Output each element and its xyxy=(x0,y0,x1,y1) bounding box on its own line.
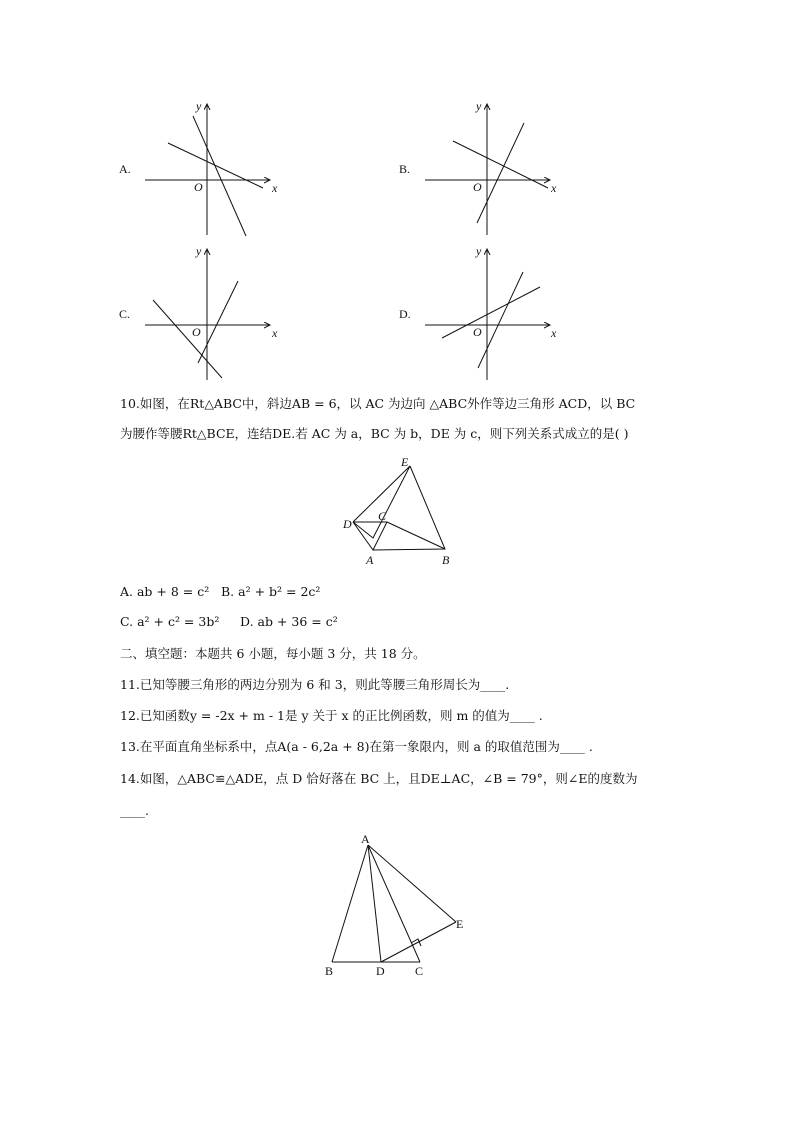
q10-label-d: D xyxy=(343,517,352,531)
graph-line-1 xyxy=(453,141,548,188)
option-c-y-label: y xyxy=(196,244,202,258)
q10-option-c: C. a² + c² = 3b² xyxy=(120,614,220,629)
q13-text: 13.在平面直角坐标系中，点A(a - 6,2a + 8)在第一象限内，则 a 的取值范围为____ . xyxy=(120,739,593,754)
option-c-graph xyxy=(140,243,285,383)
graph-line-1 xyxy=(442,287,540,338)
q10-option-b: B. a² + b² = 2c² xyxy=(221,584,321,599)
q14-text-line-1: 14.如图，△ABC≌△ADE，点 D 恰好落在 BC 上，且DE⊥AC，∠B = 79°，则∠E的度数为 xyxy=(120,771,638,786)
graph-line-2 xyxy=(198,281,238,363)
q10-option-d: D. ab + 36 = c² xyxy=(240,614,338,629)
graph-line-2 xyxy=(478,272,523,368)
option-c-origin-label: O xyxy=(192,325,201,339)
q14-label-d: D xyxy=(376,964,385,978)
option-b-x-label: x xyxy=(551,181,557,195)
q10-label-c: C xyxy=(378,509,387,523)
q10-option-a: A. ab + 8 = c² xyxy=(120,584,210,599)
option-a-origin-label: O xyxy=(194,180,203,194)
option-a-y-label: y xyxy=(196,99,202,113)
q14-label-b: B xyxy=(325,964,334,978)
q12-text: 12.已知函数y = -2x + m - 1是 y 关于 x 的正比例函数，则 m 的值为____ . xyxy=(120,708,543,723)
option-b-letter: B. xyxy=(399,162,411,176)
option-d-letter: D. xyxy=(399,307,411,321)
option-a-letter: A. xyxy=(119,162,131,176)
q10-label-b: B xyxy=(442,553,450,567)
section-2-heading: 二、填空题：本题共 6 小题，每小题 3 分，共 18 分。 xyxy=(120,646,426,661)
q14-label-a: A xyxy=(361,832,370,846)
graph-line-1 xyxy=(168,143,263,188)
option-b-y-label: y xyxy=(476,99,482,113)
graph-line-1 xyxy=(153,300,222,378)
q14-label-c: C xyxy=(415,964,424,978)
q14-figure xyxy=(320,832,480,982)
option-d-x-label: x xyxy=(551,326,557,340)
option-c-letter: C. xyxy=(119,307,131,321)
option-d-origin-label: O xyxy=(473,325,482,339)
q10-text-line-2: 为腰作等腰Rt△BCE，连结DE.若 AC 为 a，BC 为 b，DE 为 c，则下列关系式成立的是( ) xyxy=(120,426,629,441)
q10-label-a: A xyxy=(366,553,374,567)
q14-text-line-2: ____. xyxy=(120,803,149,818)
option-d-graph xyxy=(420,243,565,383)
q10-text-line-1: 10.如图，在Rt△ABC中，斜边AB = 6，以 AC 为边向 △ABC外作等边三角形 ACD，以 BC xyxy=(120,396,636,411)
q11-text: 11.已知等腰三角形的两边分别为 6 和 3，则此等腰三角形周长为____. xyxy=(120,677,510,692)
option-b-graph xyxy=(420,98,565,238)
q14-label-e: E xyxy=(456,917,464,931)
option-a-x-label: x xyxy=(272,181,278,195)
option-c-x-label: x xyxy=(272,326,278,340)
option-a-graph xyxy=(140,98,285,238)
option-b-origin-label: O xyxy=(473,180,482,194)
q10-label-e: E xyxy=(401,455,409,469)
option-d-y-label: y xyxy=(476,244,482,258)
